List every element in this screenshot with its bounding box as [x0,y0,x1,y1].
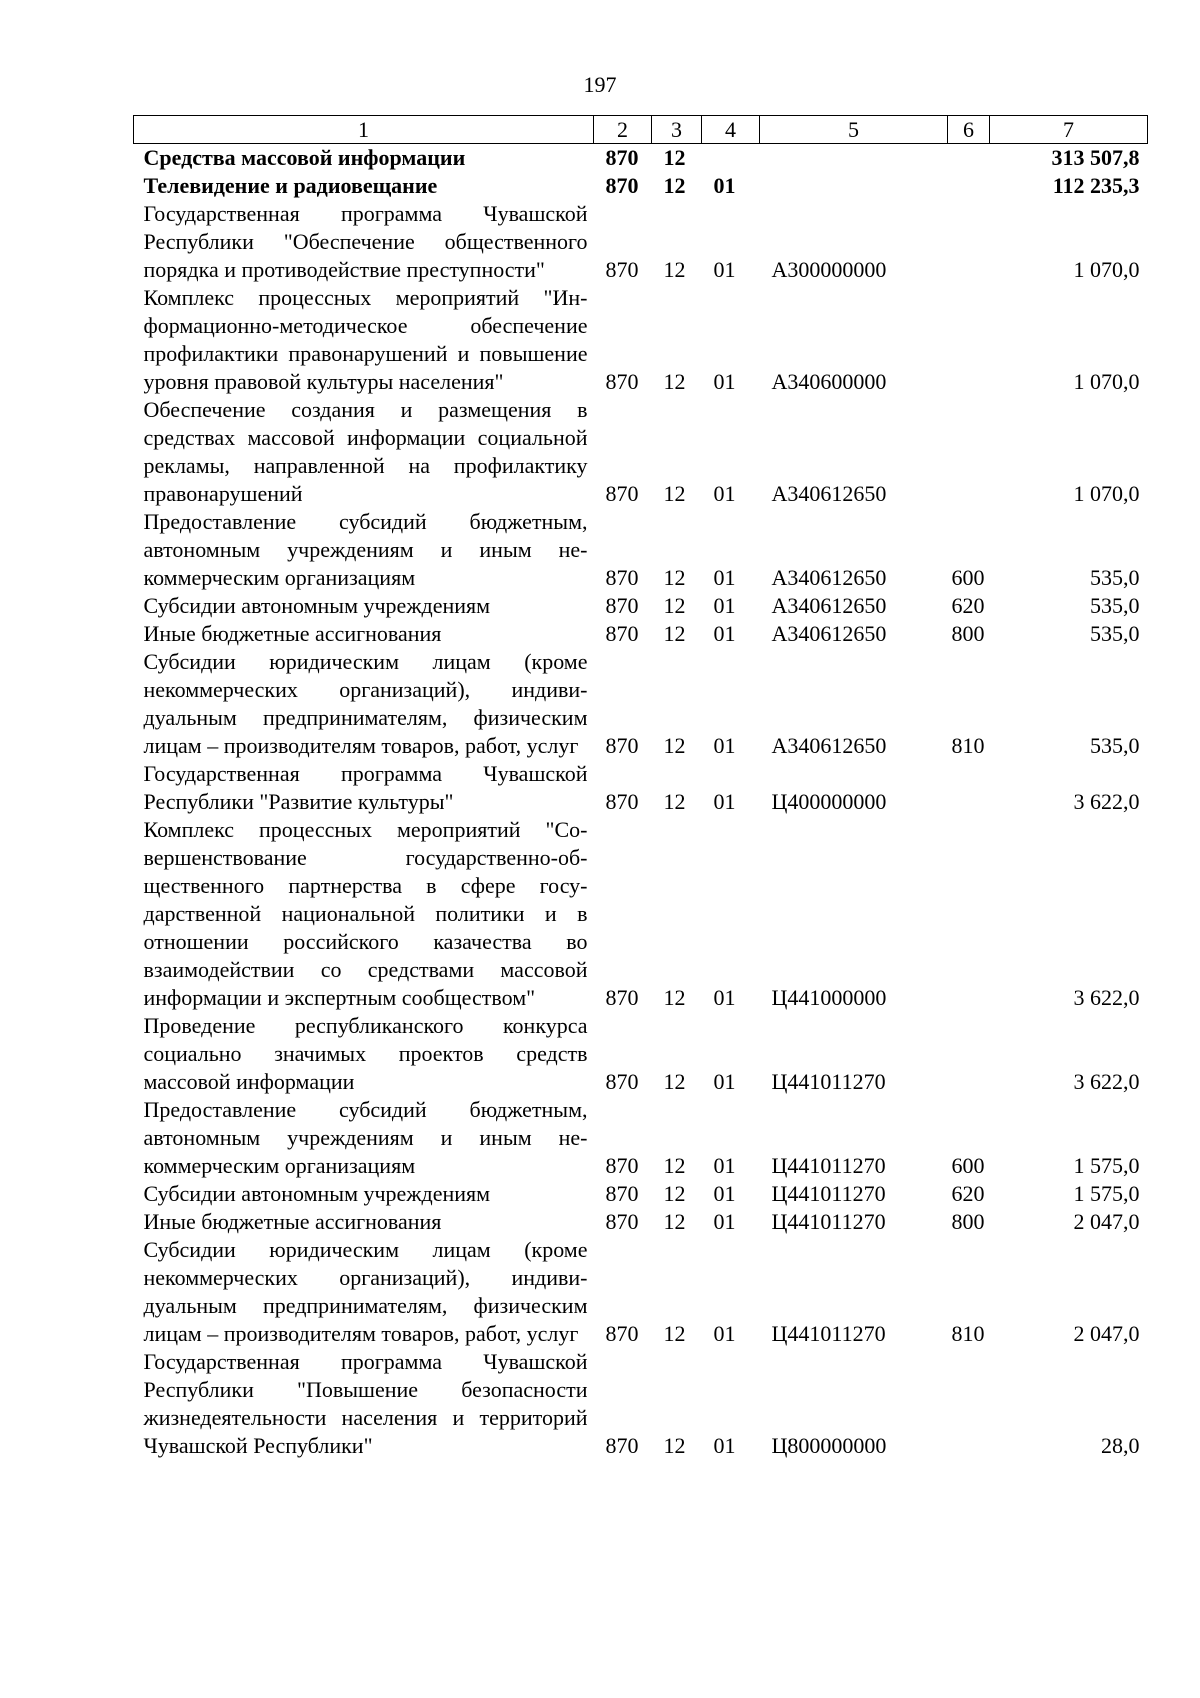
row-name: Предоставление субсидий бюджетным, автономным учреждениям и иным некоммерческим организациям [143,1097,588,1178]
row-subsection-code: 01 [713,565,736,590]
header-row [134,116,1148,144]
row-amount: 535,0 [1090,621,1140,646]
row-grbs-code: 870 [605,789,639,814]
row-expense-type: 800 [951,621,985,646]
header-cell-6: 6 [948,116,990,144]
row-grbs-code: 870 [605,1069,639,1094]
row-target-article: Ц441011270 [771,1181,886,1206]
row-grbs-code: 870 [605,145,639,170]
row-target-article: А340600000 [771,369,887,394]
row-amount: 28,0 [1101,1433,1140,1458]
table-row [134,760,1148,816]
row-subsection-code: 01 [713,481,736,506]
row-section-code: 12 [663,789,686,814]
row-grbs-code: 870 [605,481,639,506]
row-section-code: 12 [663,565,686,590]
table-row [134,1012,1148,1096]
row-subsection-code: 01 [713,985,736,1010]
row-expense-type: 810 [951,733,985,758]
table-header [134,116,1148,144]
table-row [134,1180,1148,1208]
row-section-code: 12 [663,481,686,506]
row-subsection-code: 01 [713,1181,736,1206]
row-subsection-code: 01 [713,593,736,618]
row-name: Комплекс процессных мероприятий "Совершенствование государственно-общественного партнерства в сфере государственной национальной политики и в отношении российского казачества во взаимодействии со средствами массовой информации и экспертным сообществом" [143,817,588,1010]
row-target-article [760,144,948,173]
row-expense-type [948,816,990,1012]
row-grbs-code: 870 [605,1209,639,1234]
row-section-code: 12 [663,593,686,618]
row-grbs-code: 870 [605,593,639,618]
row-target-article: А340612650 [771,733,887,758]
row-section-code: 12 [663,733,686,758]
row-grbs-code: 870 [605,173,639,198]
row-grbs-code: 870 [605,1321,639,1346]
row-section-code: 12 [663,1153,686,1178]
row-expense-type: 600 [951,565,985,590]
row-target-article: Ц441011270 [771,1321,886,1346]
row-section-code: 12 [663,1209,686,1234]
table-row [134,1236,1148,1348]
row-name: Комплекс процессных мероприятий "Информационно-методическое обеспечение профилактики правонарушений и повышение уровня правовой культуры населения" [143,285,588,394]
row-grbs-code: 870 [605,257,639,282]
row-amount: 1 575,0 [1073,1153,1140,1178]
row-amount: 535,0 [1090,565,1140,590]
table-row [134,508,1148,592]
row-amount: 3 622,0 [1073,1069,1140,1094]
row-subsection-code: 01 [713,621,736,646]
table-row [134,284,1148,396]
row-amount: 535,0 [1090,593,1140,618]
table-row [134,1208,1148,1236]
budget-table [133,115,1148,1460]
row-subsection-code: 01 [713,173,736,198]
row-section-code: 12 [663,145,686,170]
row-target-article: А340612650 [771,593,887,618]
header-cell-1: 1 [134,116,594,144]
row-amount: 3 622,0 [1073,985,1140,1010]
row-target-article: Ц400000000 [771,789,887,814]
row-target-article: Ц441011270 [771,1069,886,1094]
row-section-code: 12 [663,257,686,282]
row-expense-type: 800 [951,1209,985,1234]
row-name: Субсидии автономным учреждениям [143,1181,491,1206]
row-subsection-code: 01 [713,1209,736,1234]
row-expense-type [948,172,990,200]
row-expense-type [948,1348,990,1460]
row-name: Субсидии юридическим лицам (кроме некоммерческих организаций), индивидуальным предпринимателям, физическим лицам – производителям товаров, работ, услуг [143,1237,588,1346]
row-grbs-code: 870 [605,565,639,590]
row-target-article: Ц441011270 [771,1209,886,1234]
row-name: Государственная программа Чувашской Республики "Повышение безопасности жизнедеятельности населения и территорий Чувашской Республики" [143,1349,588,1458]
row-name: Субсидии автономным учреждениям [143,593,491,618]
row-grbs-code: 870 [605,621,639,646]
row-expense-type [948,396,990,508]
row-amount: 1 070,0 [1073,257,1140,282]
row-target-article: А340612650 [771,621,887,646]
row-name: Государственная программа Чувашской Республики "Обеспечение общественного порядка и противодействие преступности" [143,201,588,282]
row-section-code: 12 [663,1069,686,1094]
row-section-code: 12 [663,369,686,394]
table-row [134,620,1148,648]
row-amount: 1 070,0 [1073,369,1140,394]
row-name: Телевидение и радиовещание [143,173,438,198]
row-name: Субсидии юридическим лицам (кроме некоммерческих организаций), индивидуальным предпринимателям, физическим лицам – производителям товаров, работ, услуг [143,649,588,758]
row-section-code: 12 [663,621,686,646]
row-subsection-code: 01 [713,733,736,758]
row-amount: 2 047,0 [1073,1321,1140,1346]
row-amount: 1 575,0 [1073,1181,1140,1206]
row-grbs-code: 870 [605,1433,639,1458]
row-name: Проведение республиканского конкурса социально значимых проектов средств массовой информации [143,1013,588,1094]
row-name: Иные бюджетные ассигнования [143,1209,442,1234]
table-body [134,144,1148,1461]
row-amount: 1 070,0 [1073,481,1140,506]
row-name: Обеспечение создания и размещения в средствах массовой информации социальной рекламы, направленной на профилактику правонарушений [143,397,588,506]
row-name: Иные бюджетные ассигнования [143,621,442,646]
row-expense-type: 810 [951,1321,985,1346]
row-grbs-code: 870 [605,1181,639,1206]
row-target-article: А340612650 [771,481,887,506]
row-section-code: 12 [663,173,686,198]
table-row [134,1096,1148,1180]
row-subsection-code: 01 [713,257,736,282]
row-expense-type [948,144,990,173]
row-expense-type: 600 [951,1153,985,1178]
table-row [134,648,1148,760]
page-number: 197 [583,72,617,97]
row-grbs-code: 870 [605,985,639,1010]
header-cell-5: 5 [760,116,948,144]
row-section-code: 12 [663,985,686,1010]
row-target-article [760,172,948,200]
row-name: Предоставление субсидий бюджетным, автономным учреждениям и иным некоммерческим организациям [143,509,588,590]
header-cell-3: 3 [652,116,702,144]
row-section-code: 12 [663,1181,686,1206]
row-amount: 535,0 [1090,733,1140,758]
row-section-code: 12 [663,1321,686,1346]
row-expense-type: 620 [951,1181,985,1206]
row-name: Государственная программа Чувашской Республики "Развитие культуры" [143,761,588,814]
row-subsection-code: 01 [713,1433,736,1458]
row-name: Средства массовой информации [143,145,466,170]
table-row [134,592,1148,620]
row-target-article: А340612650 [771,565,887,590]
row-expense-type [948,760,990,816]
row-target-article: А300000000 [771,257,887,282]
table-row [134,1348,1148,1460]
table-row [134,172,1148,200]
row-expense-type [948,1012,990,1096]
row-expense-type [948,284,990,396]
row-amount: 3 622,0 [1073,789,1140,814]
row-subsection-code: 01 [713,1321,736,1346]
header-cell-4: 4 [702,116,760,144]
row-subsection-code: 01 [713,789,736,814]
row-subsection-code [702,144,760,173]
header-cell-2: 2 [594,116,652,144]
table-row [134,396,1148,508]
row-grbs-code: 870 [605,369,639,394]
row-amount: 313 507,8 [1051,145,1140,170]
row-grbs-code: 870 [605,1153,639,1178]
row-grbs-code: 870 [605,733,639,758]
row-subsection-code: 01 [713,1153,736,1178]
row-subsection-code: 01 [713,369,736,394]
table-row [134,200,1148,284]
table-row [134,144,1148,173]
row-subsection-code: 01 [713,1069,736,1094]
row-target-article: Ц800000000 [771,1433,887,1458]
row-expense-type: 620 [951,593,985,618]
row-target-article: Ц441000000 [771,985,887,1010]
row-target-article: Ц441011270 [771,1153,886,1178]
table-row [134,816,1148,1012]
row-section-code: 12 [663,1433,686,1458]
row-amount: 2 047,0 [1073,1209,1140,1234]
row-amount: 112 235,3 [1052,173,1140,198]
header-cell-7: 7 [990,116,1148,144]
row-expense-type [948,200,990,284]
